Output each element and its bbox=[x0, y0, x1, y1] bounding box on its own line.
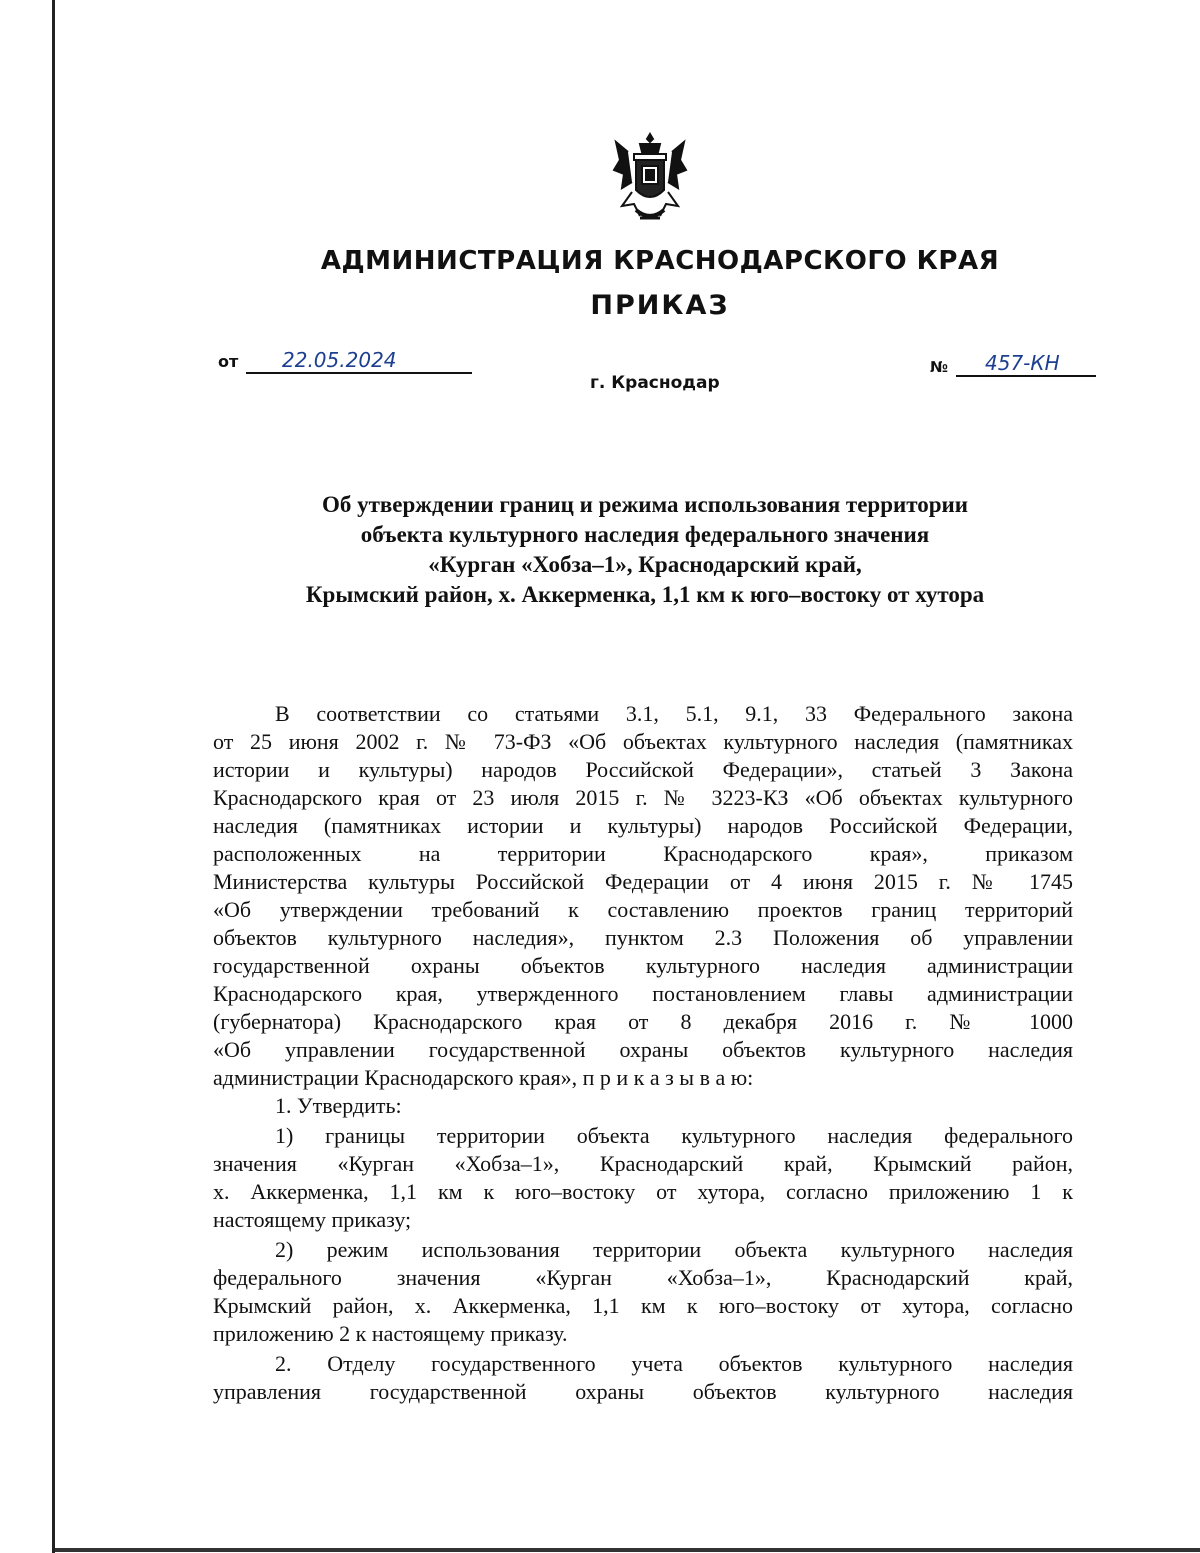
title-line: «Курган «Хобза–1», Краснодарский край, bbox=[428, 552, 862, 577]
body-line: истории и культуры) народов Российской Федерации», статьей 3 Закона bbox=[213, 757, 1073, 782]
handwritten-number: 457-КН bbox=[985, 351, 1060, 375]
body-line: государственной охраны объектов культурного наследия администрации bbox=[213, 953, 1073, 978]
title-line: объекта культурного наследия федерального значения bbox=[360, 522, 930, 547]
item-1-1-line: значения «Курган «Хобза–1», Краснодарский край, Крымский район, bbox=[213, 1151, 1073, 1176]
body-line: В соответствии со статьями 3.1, 5.1, 9.1, 33 Федерального закона bbox=[275, 701, 1073, 726]
city-name: г. Краснодар bbox=[590, 373, 720, 393]
title-line: Об утверждении границ и режима использования территории bbox=[321, 492, 969, 517]
item-1-2-line: Крымский район, х. Аккерменка, 1,1 км к юго–востоку от хутора, согласно bbox=[213, 1293, 1073, 1318]
order-body bbox=[213, 700, 1073, 1406]
item-1-1-line: х. Аккерменка, 1,1 км к юго–востоку от хутора, согласно приложению 1 к bbox=[213, 1179, 1073, 1204]
item-2-line: 2. Отделу государственного учета объектов культурного наследия bbox=[275, 1351, 1073, 1376]
body-line: объектов культурного наследия», пунктом 2.3 Положения об управлении bbox=[213, 925, 1073, 950]
document-type: ПРИКАЗ bbox=[590, 290, 730, 321]
date-underline bbox=[246, 372, 472, 374]
title-line: Крымский район, х. Аккерменка, 1,1 км к юго–востоку от хутора bbox=[305, 582, 985, 607]
date-prefix: от bbox=[218, 352, 239, 371]
body-line: наследия (памятниках истории и культуры) народов Российской Федерации, bbox=[213, 813, 1073, 838]
item-1-1-line: 1) границы территории объекта культурного наследия федерального bbox=[275, 1123, 1073, 1148]
item-1-1-line: настоящему приказу; bbox=[213, 1207, 412, 1232]
krasnodar-coat-of-arms-icon bbox=[610, 130, 690, 226]
body-line: администрации Краснодарского края», п р и к а з ы в а ю: bbox=[213, 1065, 754, 1090]
body-line: Краснодарского края, утвержденного постановлением главы администрации bbox=[213, 981, 1073, 1006]
body-line: (губернатора) Краснодарского края от 8 декабря 2016 г. № 1000 bbox=[213, 1009, 1073, 1034]
body-line: от 25 июня 2002 г. № 73-ФЗ «Об объектах культурного наследия (памятниках bbox=[213, 729, 1073, 754]
number-underline bbox=[956, 375, 1096, 377]
body-line: «Об управлении государственной охраны объектов культурного наследия bbox=[213, 1037, 1073, 1062]
order-title bbox=[200, 490, 1090, 610]
body-line: «Об утверждении требований к составлению проектов границ территорий bbox=[213, 897, 1073, 922]
item-1-heading: 1. Утвердить: bbox=[275, 1093, 402, 1118]
item-2-line: управления государственной охраны объектов культурного наследия bbox=[213, 1379, 1073, 1404]
scan-edge-bottom bbox=[55, 1548, 1200, 1552]
body-line: Краснодарского края от 23 июля 2015 г. № 3223-КЗ «Об объектах культурного bbox=[213, 785, 1073, 810]
scan-edge-left bbox=[52, 0, 55, 1553]
handwritten-date: 22.05.2024 bbox=[282, 348, 397, 372]
body-line: Министерства культуры Российской Федерации от 4 июня 2015 г. № 1745 bbox=[213, 869, 1073, 894]
body-line: расположенных на территории Краснодарского края», приказом bbox=[213, 841, 1073, 866]
item-1-2-line: 2) режим использования территории объекта культурного наследия bbox=[275, 1237, 1073, 1262]
number-prefix: № bbox=[930, 358, 949, 376]
organization-name: АДМИНИСТРАЦИЯ КРАСНОДАРСКОГО КРАЯ bbox=[320, 246, 1000, 276]
item-1-2-line: федерального значения «Курган «Хобза–1», Краснодарский край, bbox=[213, 1265, 1073, 1290]
item-1-2-line: приложению 2 к настоящему приказу. bbox=[213, 1321, 568, 1346]
